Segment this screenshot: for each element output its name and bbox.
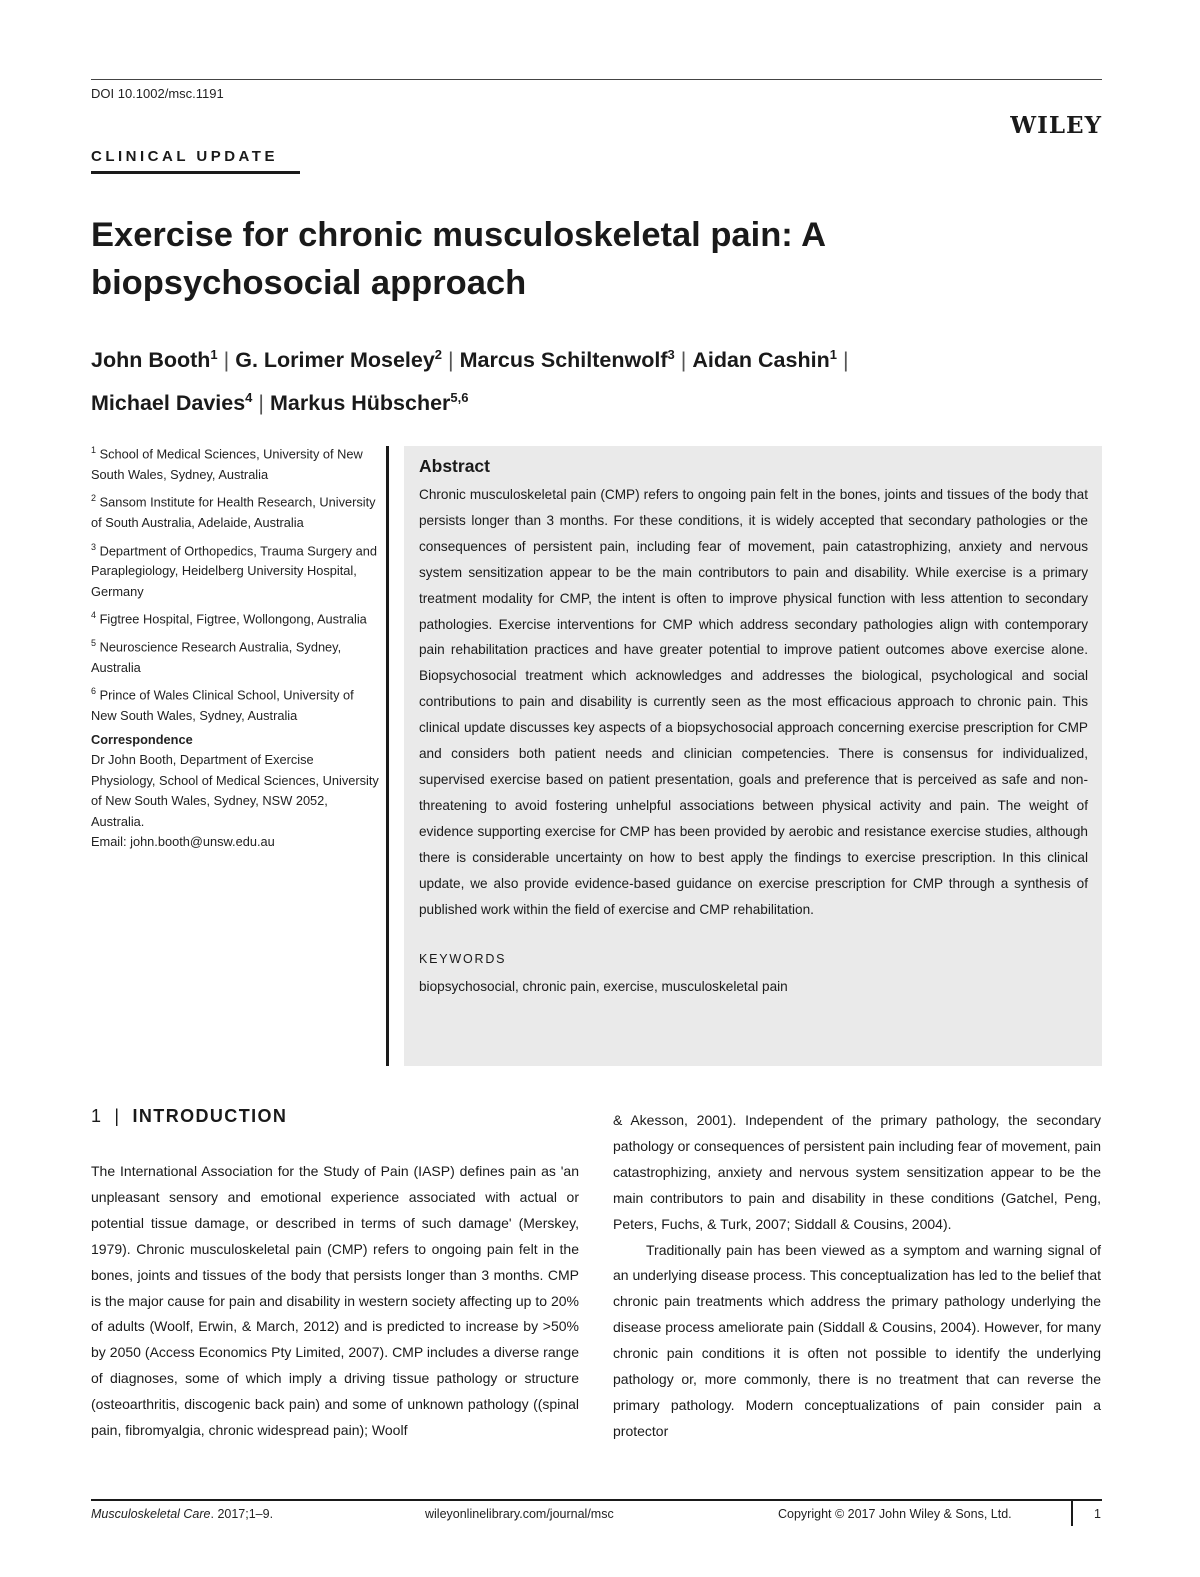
affiliations (91, 440, 381, 853)
paragraph: The International Association for the Study of Pain (IASP) defines pain as 'an unpleasant sensory and emotional experience associated with actual or potential tissue damage, or described in terms of such damage' (Merskey, 1979). Chronic musculoskeletal pain (CMP) refers to ongoing pain felt in the bones, joints and tissues of the body that persists longer than 3 months. CMP is the major cause for pain and disability in western society affecting up to 20% of adults (Woolf, Erwin, & March, 2012) and is predicted to increase by >50% by 2050 (Access Economics Pty Limited, 2007). CMP includes a diverse range of diagnoses, some of which imply a driving tissue pathology or structure (osteoarthritis, discogenic back pain) and some of unknown pathology ((spinal pain, fibromyalgia, chronic widespread pain); Woolf (91, 1163, 579, 1439)
correspondence-address: Dr John Booth, Department of Exercise Physiology, School of Medical Sciences, University of New South Wales, Sydney, NSW 2052, Australia. (91, 752, 379, 829)
paragraph: Traditionally pain has been viewed as a symptom and warning signal of an underlying disease process. This conceptualization has led to the belief that chronic pain treatments which address the primary pathology underlying the disease process ameliorate pain (Siddall & Cousins, 2004). However, for many chronic pain conditions it is often not possible to identify the underlying pathology or, more commonly, there is no treatment that can reverse the primary pathology. Modern conceptualizations of pain consider pain a protector (613, 1241, 1101, 1439)
author-separator: | (680, 348, 687, 373)
article-title: Exercise for chronic musculoskeletal pain: A biopsychosocial approach (91, 216, 825, 302)
section-underline (91, 171, 300, 174)
page-number: 1 (1094, 1507, 1101, 1521)
affiliation: $^4$ Figtree Hospital, Figtree, Wollongong, Australia (91, 610, 367, 627)
author-separator: | (842, 348, 849, 373)
footer-url[interactable]: wileyonlinelibrary.com/journal/msc (425, 1507, 614, 1521)
section-label: CLINICAL UPDATE (91, 148, 278, 165)
affiliation: $^1$ School of Medical Sciences, University of New South Wales, Sydney, Australia (91, 445, 363, 482)
top-rule (91, 79, 1102, 80)
author[interactable]: Marcus Schiltenwolf$^3$ (459, 347, 675, 373)
affiliation: $^3$ Department of Orthopedics, Trauma Surgery and Paraplegiology, Heidelberg University Hospital, Germany (91, 541, 377, 599)
correspondence-heading: Correspondence (91, 731, 193, 747)
author[interactable]: Markus Hübscher$^{5,6}$ (270, 390, 469, 416)
section-separator: | (114, 1106, 121, 1126)
abstract-heading: Abstract (419, 456, 490, 476)
abstract-side-bar (386, 446, 389, 1066)
author[interactable]: Aidan Cashin$^1$ (692, 347, 837, 373)
body-column-left (91, 1159, 579, 1444)
keywords-heading: KEYWORDS (419, 952, 507, 967)
abstract-box (404, 446, 1102, 1066)
journal-name: Musculoskeletal Care (91, 1507, 211, 1521)
correspondence-email[interactable]: Email: john.booth@unsw.edu.au (91, 834, 275, 850)
section-number: 1 (91, 1106, 103, 1126)
footer-citation: Musculoskeletal Care. 2017;1–9. (91, 1507, 274, 1521)
author-list (91, 336, 1101, 422)
author-separator: | (448, 348, 454, 373)
affiliation: $^5$ Neuroscience Research Australia, Sydney, Australia (91, 638, 342, 675)
affiliation: $^6$ Prince of Wales Clinical School, University of New South Wales, Sydney, Australia (91, 686, 354, 724)
introduction-heading (91, 1106, 287, 1127)
abstract-text: Chronic musculoskeletal pain (CMP) refers to ongoing pain felt in the bones, joints and tissues of the body that persists longer than 3 months. For these conditions, it is widely accepted that secondary pathologies or the consequences of persistent pain, including fear of movement, pain catastrophizing, anxiety and nervous system sensitization appear to be the main contributors to pain and disability. While exercise is a primary treatment modality for CMP, the intent is often to improve physical function with less attention to secondary pathologies. Exercise interventions for CMP which address secondary pathologies align with contemporary pain rehabilitation practices and have greater potential to improve patient outcomes above exercise alone. Biopsychosocial treatment which acknowledges and addresses the biological, psychological and social contributions to pain and disability is currently seen as the most efficacious approach to chronic pain. This clinical update discusses key aspects of a biopsychosocial approach concerning exercise prescription for CMP and considers both patient needs and clinician competencies. There is consensus for individualized, supervised exercise based on patient presentation, goals and preference that is perceived as safe and non-threatening to avoid fostering unhelpful associations between physical activity and pain. The weight of evidence supporting exercise for CMP has been provided by aerobic and resistance exercise studies, although there is considerable uncertainty on how to best apply the findings to exercise prescription. In this clinical update, we also provide evidence-based guidance on exercise prescription for CMP through a synthesis of published work within the field of exercise and CMP rehabilitation. (419, 487, 1088, 917)
affiliation: $^2$ Sansom Institute for Health Research, University of South Australia, Adelaide, Australia (91, 493, 376, 531)
footer-divider (1071, 1500, 1073, 1526)
author[interactable]: Michael Davies$^4$ (91, 390, 253, 416)
section-title: INTRODUCTION (132, 1106, 288, 1126)
doi[interactable]: DOI 10.1002/msc.1191 (91, 86, 224, 101)
author-separator: | (223, 348, 230, 373)
author[interactable]: G. Lorimer Moseley$^2$ (235, 347, 443, 373)
footer-copyright: Copyright © 2017 John Wiley & Sons, Ltd. (778, 1507, 1012, 1521)
body-column-right (613, 1108, 1101, 1445)
keywords-text: biopsychosocial, chronic pain, exercise, musculoskeletal pain (419, 979, 788, 995)
footer-rule (91, 1499, 1102, 1501)
paragraph: & Akesson, 2001). Independent of the primary pathology, the secondary pathology or consequences of persistent pain including fear of movement, pain catastrophizing, anxiety and nervous system sensitization appear to be the main contributors to pain and disability in these conditions (Gatchel, Peng, Peters, Fuchs, & Turk, 2007; Siddall & Cousins, 2004). (613, 1112, 1101, 1232)
publisher-logo: WILEY (1010, 112, 1102, 139)
author-separator: | (258, 391, 264, 416)
author[interactable]: John Booth$^1$ (91, 347, 218, 373)
